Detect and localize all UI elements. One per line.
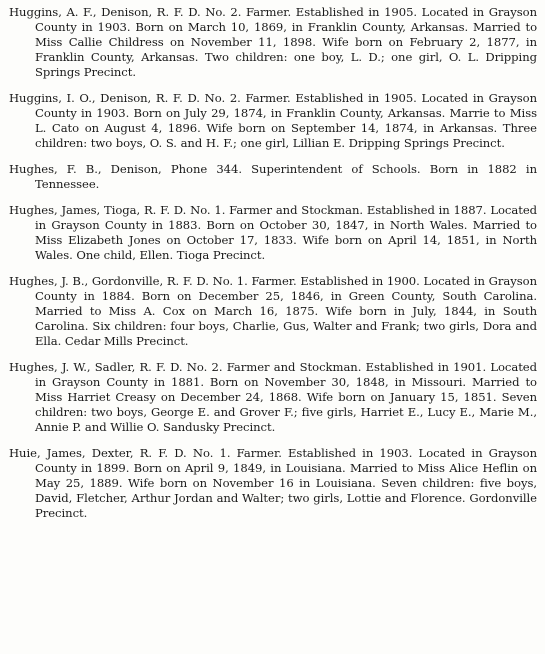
directory-entry-hughes-jb: Hughes, J. B., Gordonville, R. F. D. No. 1. Farmer. Established in 1900. Located in Grayson County in 1884. Born on December 25, 1846, in Green County, South Carolina. Married to Miss A. Cox on March 16, 1875. Wife born in July, 1844, in South Carolina. Six children: four boys, Charlie, Gus, Walter and Frank; two girls, Dora and Ella. Cedar Mills Precinct. [9, 274, 537, 348]
directory-entry-hughes-james: Hughes, James, Tioga, R. F. D. No. 1. Farmer and Stockman. Established in 1887. Located in Grayson County in 1883. Born on October 30, 1847, in North Wales. Married to Miss Elizabeth Jones on October 17, 1833. Wife born on April 14, 1851, in North Wales. One child, Ellen. Tioga Precinct. [9, 203, 537, 262]
directory-entry-hughes-fb: Hughes, F. B., Denison, Phone 344. Superintendent of Schools. Born in 1882 in Tennessee. [9, 162, 537, 191]
directory-entry-huggins-io: Huggins, I. O., Denison, R. F. D. No. 2. Farmer. Established in 1905. Located in Grayson County in 1903. Born on July 29, 1874, in Franklin County, Arkansas. Marrie to Miss L. Cato on August 4, 1896. Wife born on September 14, 1874, in Arkansas. Three children: two boys, O. S. and H. F.; one girl, Lillian E. Dripping Springs Precinct. [9, 91, 537, 150]
directory-entry-huggins-af: Huggins, A. F., Denison, R. F. D. No. 2. Farmer. Established in 1905. Located in Grayson County in 1903. Born on March 10, 1869, in Franklin County, Arkansas. Married to Miss Callie Childress on November 11, 1898. Wife born on February 2, 1877, in Franklin County, Arkansas. Two children: one boy, L. D.; one girl, O. L. Dripping Springs Precinct. [9, 5, 537, 79]
directory-entry-hughes-jw: Hughes, J. W., Sadler, R. F. D. No. 2. Farmer and Stockman. Established in 1901. Located in Grayson County in 1881. Born on November 30, 1848, in Missouri. Married to Miss Harriet Creasy on December 24, 1868. Wife born on January 15, 1851. Seven children: two boys, George E. and Grover F.; five girls, Harriet E., Lucy E., Marie M., Annie P. and Willie O. Sandusky Precinct. [9, 360, 537, 434]
directory-entry-huie-james: Huie, James, Dexter, R. F. D. No. 1. Farmer. Established in 1903. Located in Grayson County in 1899. Born on April 9, 1849, in Louisiana. Married to Miss Alice Heflin on May 25, 1889. Wife born on November 16 in Louisiana. Seven children: five boys, David, Fletcher, Arthur Jordan and Walter; two girls, Lottie and Florence. Gordonville Precinct. [9, 446, 537, 520]
